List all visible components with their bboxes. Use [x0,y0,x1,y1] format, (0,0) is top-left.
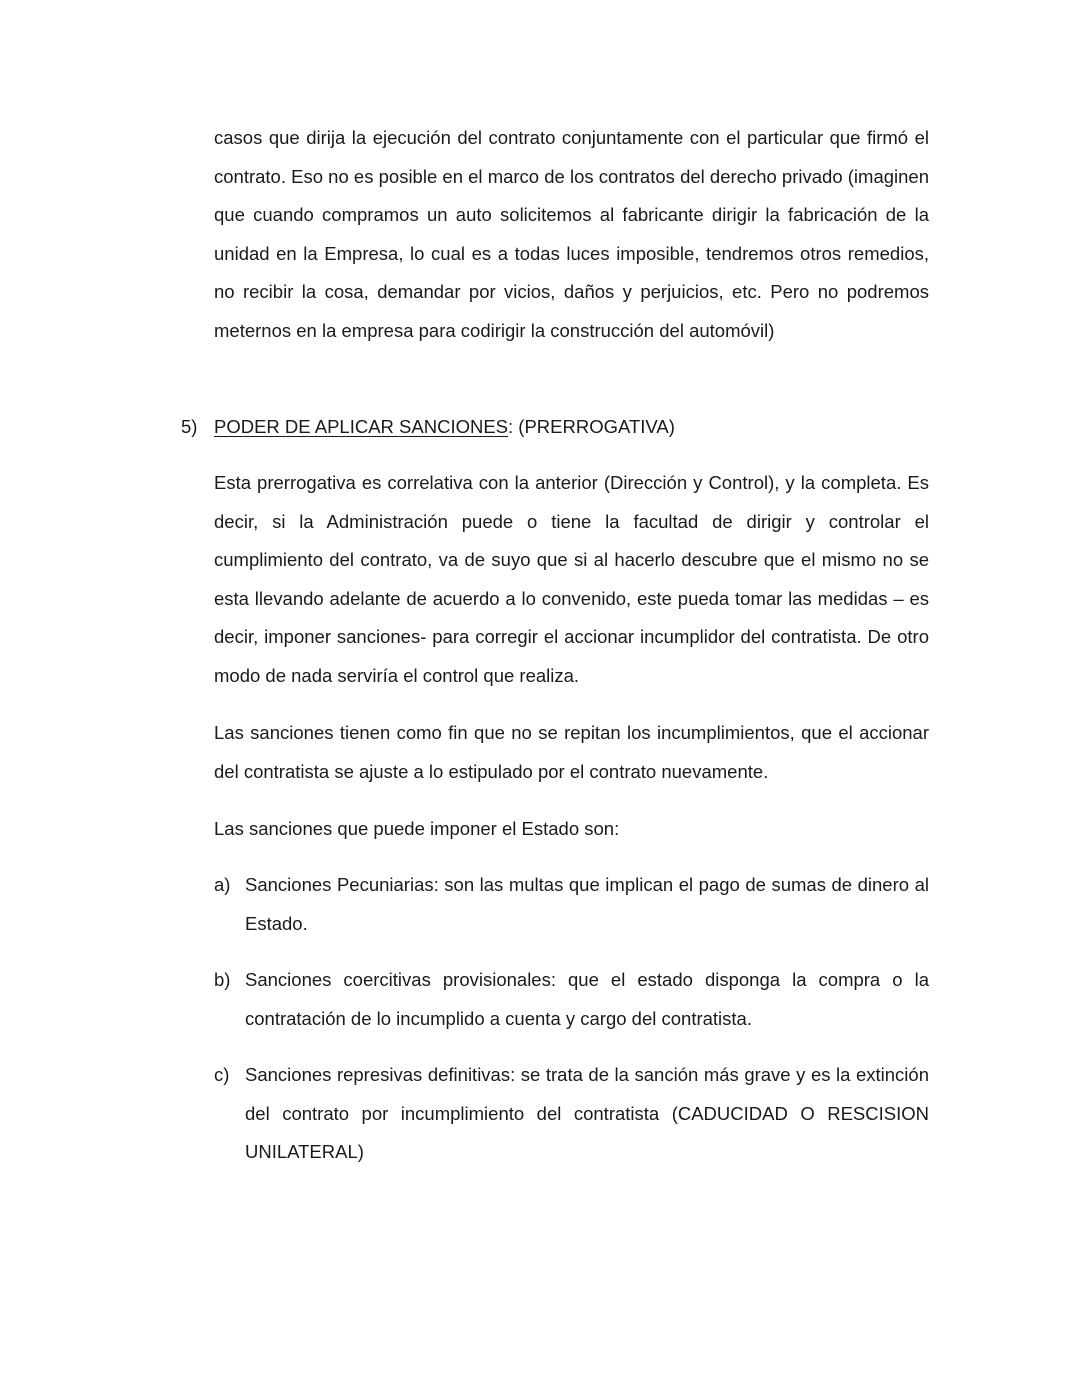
sanctions-intro-paragraph: Las sanciones que puede imponer el Estado son: [214,818,620,839]
sanctions-paragraph: Esta prerrogativa es correlativa con la anterior (Dirección y Control), y la completa. Es decir, si la Administración puede o tiene la facultad de dirigir y controlar el cumplimiento del contrato, va de suyo que si al hacerlo descubre que el mismo no se esta llevando adelante de acuerdo a lo convenido, este pueda tomar las medidas – es decir, imponer sanciones- para corregir el accionar incumplidor del contratista. De otro modo de nada serviría el control que realiza. [214,472,929,686]
list-marker: c) [214,1064,230,1085]
list-item [214,961,929,1038]
list-marker: b) [214,969,231,990]
list-item-text: Sanciones represivas definitivas: se trata de la sanción más grave y es la extinción del contrato por incumplimiento del contratista (CADUCIDAD O RESCISION UNILATERAL) [245,1064,929,1163]
section-number: 5) [181,416,198,437]
intro-paragraph: casos que dirija la ejecución del contrato conjuntamente con el particular que firmó el contrato. Eso no es posible en el marco de los contratos del derecho privado (imaginen que cuando compramos un auto solicitemos al fabricante dirigir la fabricación de la unidad en la Empresa, lo cual es a todas luces imposible, tendremos otros remedios, no recibir la cosa, demandar por vicios, daños y perjuicios, etc. Pero no podremos meternos en la empresa para codirigir la construcción del automóvil) [214,127,929,341]
sanctions-purpose-paragraph: Las sanciones tienen como fin que no se repitan los incumplimientos, que el accionar del contratista se ajuste a lo estipulado por el contrato nuevamente. [214,722,929,782]
section-title-suffix: : (PRERROGATIVA) [508,416,675,437]
section-title: PODER DE APLICAR SANCIONES [214,416,509,437]
list-marker: a) [214,874,231,895]
list-item [214,866,929,943]
list-item [214,1056,929,1172]
section-heading [181,408,675,447]
list-item-text: Sanciones Pecuniarias: son las multas que implican el pago de sumas de dinero al Estado. [245,874,929,934]
list-item-text: Sanciones coercitivas provisionales: que el estado disponga la compra o la contratación de lo incumplido a cuenta y cargo del contratista. [245,969,929,1029]
